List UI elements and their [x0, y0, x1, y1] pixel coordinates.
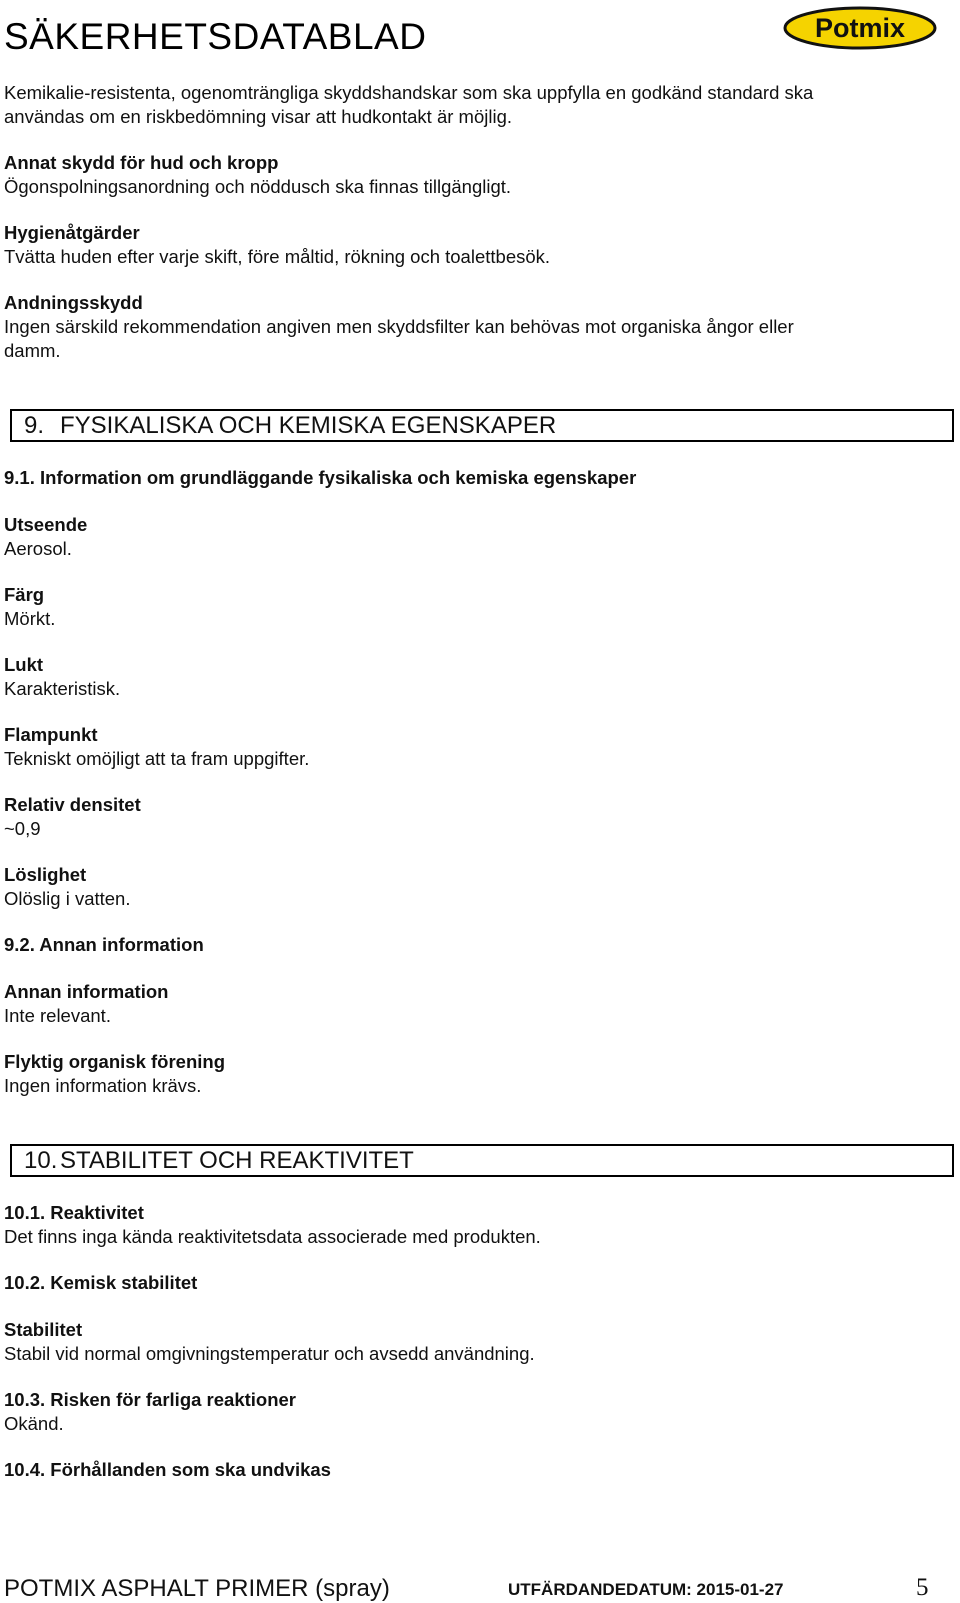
subsection-9-2-heading: 9.2. Annan information — [4, 934, 204, 955]
property-label: Utseende — [4, 514, 88, 535]
property-value: Karakteristisk. — [4, 678, 121, 699]
property-label: Relativ densitet — [4, 794, 141, 815]
property-value: ~0,9 — [4, 818, 41, 839]
respiratory-text-line-1: Ingen särskild rekommendation angiven men skyddsfilter kan behövas mot organiska ångor eller — [4, 316, 794, 337]
subsection-10-1-heading: 10.1. Reaktivitet — [4, 1202, 144, 1223]
property-label: Annan information — [4, 981, 169, 1002]
property-label: Löslighet — [4, 864, 87, 885]
body-protection-heading: Annat skydd för hud och kropp — [4, 152, 279, 173]
logo-text: Potmix — [814, 13, 906, 43]
subsection-10-4-heading: 10.4. Förhållanden som ska undvikas — [4, 1459, 331, 1480]
subsection-9-1-heading: 9.1. Information om grundläggande fysikaliska och kemiska egenskaper — [4, 467, 637, 488]
property-label: Flampunkt — [4, 724, 98, 745]
reactivity-text: Det finns inga kända reaktivitetsdata associerade med produkten. — [4, 1226, 541, 1247]
footer-product-name: POTMIX ASPHALT PRIMER (spray) — [4, 1575, 390, 1602]
gloves-text-line-2: användas om en riskbedömning visar att hudkontakt är möjlig. — [4, 106, 512, 127]
property-label: Flyktig organisk förening — [4, 1051, 225, 1072]
property-value: Tekniskt omöjligt att ta fram uppgifter. — [4, 748, 310, 769]
section-9-header — [10, 409, 954, 442]
subsection-10-2-heading: 10.2. Kemisk stabilitet — [4, 1272, 198, 1293]
section-10-header — [10, 1144, 954, 1177]
gloves-text-line-1: Kemikalie-resistenta, ogenomträngliga skyddshandskar som ska uppfylla en godkänd standard ska — [4, 82, 814, 103]
hygiene-heading: Hygienåtgärder — [4, 222, 140, 243]
section-10-number: 10. — [24, 1147, 58, 1174]
property-value: Mörkt. — [4, 608, 56, 629]
stability-heading: Stabilitet — [4, 1319, 83, 1340]
property-value: Inte relevant. — [4, 1005, 111, 1026]
hazardous-reactions-text: Okänd. — [4, 1413, 64, 1434]
property-value: Ingen information krävs. — [4, 1075, 202, 1096]
respiratory-heading: Andningsskydd — [4, 292, 143, 313]
section-9-title: FYSIKALISKA OCH KEMISKA EGENSKAPER — [60, 412, 557, 439]
potmix-logo — [782, 5, 938, 51]
subsection-10-3-heading: 10.3. Risken för farliga reaktioner — [4, 1389, 297, 1410]
property-value: Aerosol. — [4, 538, 72, 559]
property-label: Lukt — [4, 654, 44, 675]
hygiene-text: Tvätta huden efter varje skift, före måltid, rökning och toalettbesök. — [4, 246, 551, 267]
property-label: Färg — [4, 584, 45, 605]
body-protection-text: Ögonspolningsanordning och nöddusch ska finnas tillgängligt. — [4, 176, 512, 197]
document-title: SÄKERHETSDATABLAD — [4, 16, 427, 57]
footer-page-number: 5 — [916, 1574, 929, 1601]
respiratory-text-line-2: damm. — [4, 340, 61, 361]
section-9-number: 9. — [24, 412, 45, 439]
stability-text: Stabil vid normal omgivningstemperatur och avsedd användning. — [4, 1343, 535, 1364]
section-10-title: STABILITET OCH REAKTIVITET — [60, 1147, 414, 1174]
property-value: Olöslig i vatten. — [4, 888, 131, 909]
footer-issue-date: UTFÄRDANDEDATUM: 2015-01-27 — [508, 1580, 784, 1599]
